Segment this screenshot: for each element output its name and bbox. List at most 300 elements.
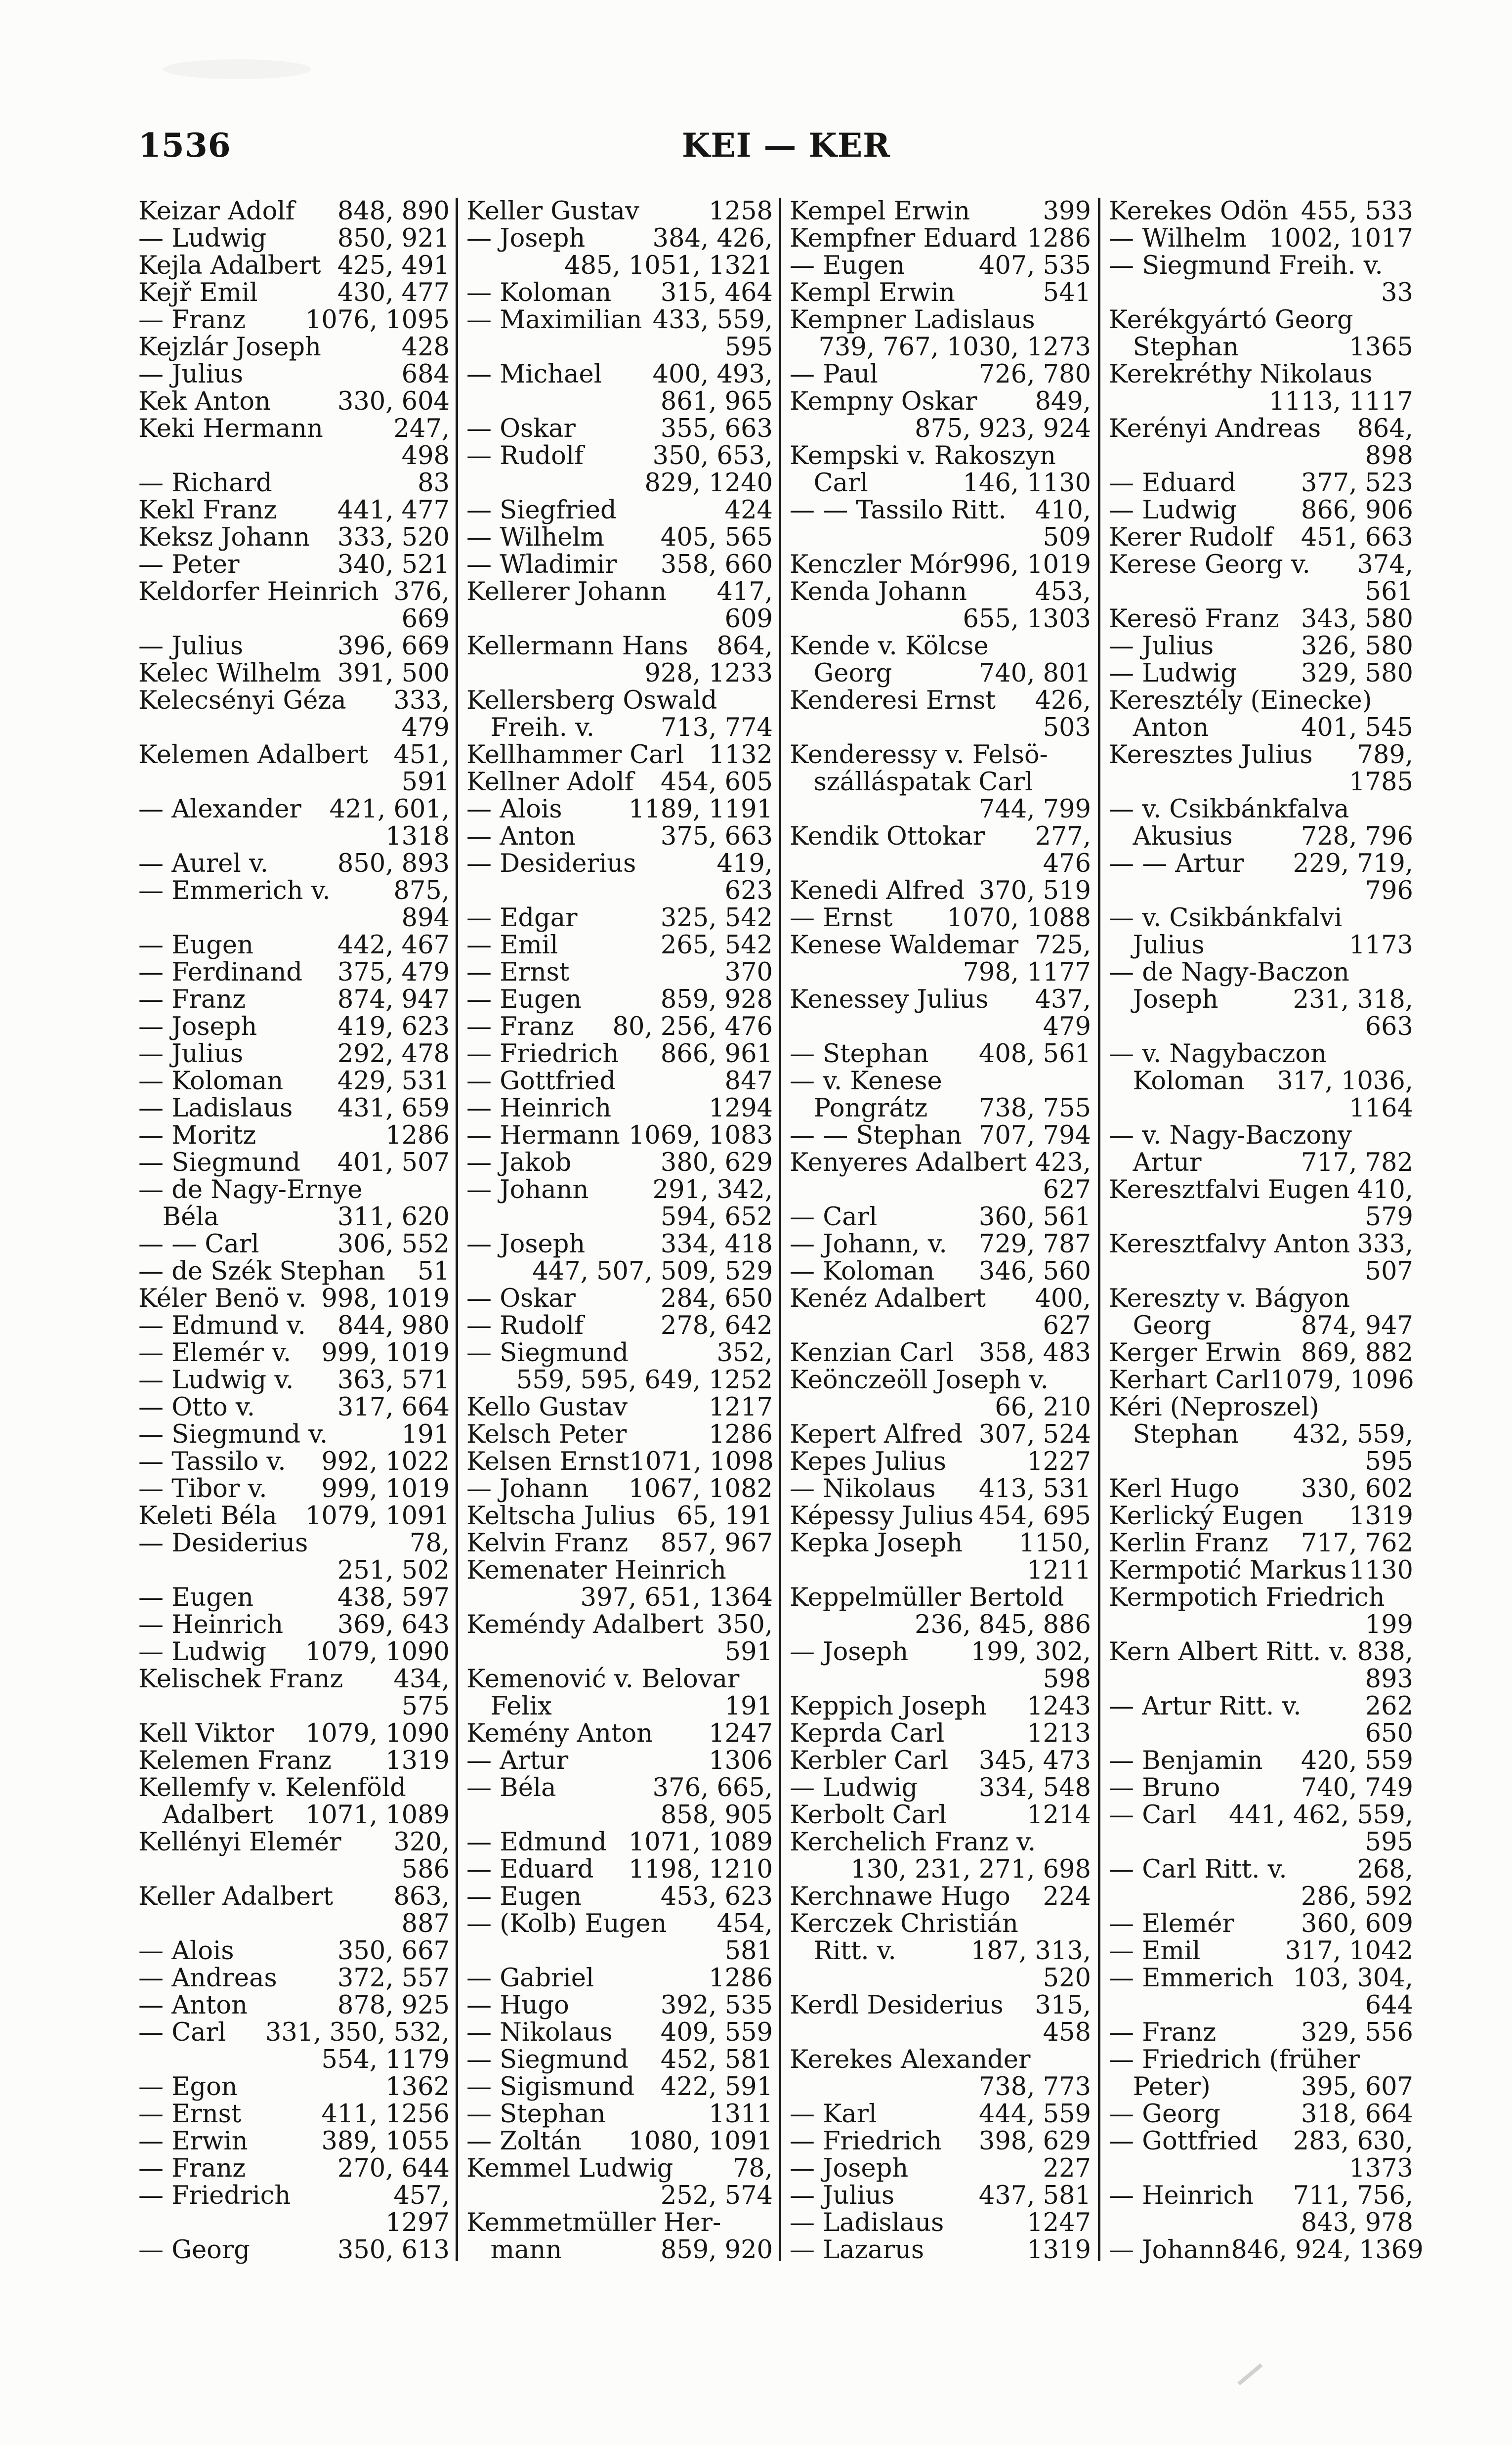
- entry-name: Kenedi Alfred: [790, 876, 965, 905]
- entry-name: Koloman: [1109, 1067, 1245, 1096]
- index-entry: [138, 198, 450, 225]
- entry-name: Artur: [1109, 1148, 1202, 1177]
- entry-pages: 350,: [716, 1610, 773, 1639]
- entry-name: — Friedrich (früher: [1109, 2045, 1360, 2074]
- entry-name: — Joseph: [790, 2154, 909, 2183]
- index-entry: [1109, 551, 1413, 578]
- entry-name: Kelec Wilhelm: [138, 659, 322, 688]
- index-entry: [138, 1095, 450, 1122]
- entry-pages: 864,: [1357, 414, 1413, 443]
- entry-name: — Erwin: [138, 2127, 248, 2156]
- entry-pages: 251, 502: [337, 1556, 450, 1585]
- index-entry: [790, 1937, 1091, 1965]
- entry-name: — Carl: [138, 2018, 226, 2047]
- entry-pages: 559, 595, 649, 1252: [516, 1366, 773, 1395]
- index-entry: [1109, 1693, 1413, 1720]
- entry-pages: 410,: [1357, 1175, 1413, 1204]
- index-entry: [1109, 1557, 1413, 1584]
- entry-name: — Paul: [790, 360, 878, 389]
- entry-pages: 420, 559: [1301, 1746, 1413, 1775]
- index-entry: [466, 1693, 773, 1720]
- entry-name: Kelischek Franz: [138, 1665, 343, 1694]
- index-entry: [1109, 2155, 1413, 2182]
- index-entry: [466, 279, 773, 306]
- entry-name: — Anton: [466, 822, 576, 851]
- entry-pages: 1362: [385, 2072, 450, 2102]
- entry-name: — de Nagy-Baczon: [1109, 958, 1349, 987]
- entry-pages: 838,: [1357, 1637, 1413, 1667]
- entry-pages: 291, 342,: [652, 1175, 773, 1204]
- entry-pages: 268,: [1357, 1855, 1413, 1884]
- index-entry: [466, 986, 773, 1013]
- index-entry: [1109, 279, 1413, 306]
- entry-name: Ritt. v.: [790, 1936, 896, 1966]
- entry-pages: 1079, 1091: [305, 1502, 450, 1531]
- index-entry: [138, 714, 450, 741]
- entry-name: — v. Nagybaczon: [1109, 1039, 1327, 1069]
- column-rule: [1098, 198, 1100, 2261]
- index-entry: [466, 1068, 773, 1095]
- entry-pages: 581: [724, 1936, 773, 1966]
- index-entry: [466, 796, 773, 823]
- entry-pages: 627: [1043, 1311, 1091, 1340]
- entry-pages: 729, 787: [978, 1230, 1091, 1259]
- index-entry: [1109, 769, 1413, 796]
- entry-pages: 374,: [1357, 550, 1413, 579]
- index-entry: [790, 2046, 1091, 2073]
- entry-pages: 429, 531: [337, 1067, 450, 1096]
- entry-name: — Franz: [138, 985, 246, 1014]
- index-entry: [1109, 2019, 1413, 2046]
- entry-pages: 1214: [1027, 1801, 1091, 1830]
- entry-name: — Desiderius: [466, 849, 636, 878]
- entry-pages: 236, 845, 886: [915, 1610, 1091, 1639]
- entry-name: — v. Csikbánkfalvi: [1109, 903, 1343, 933]
- entry-pages: 33: [1381, 278, 1413, 307]
- entry-pages: 311, 620: [337, 1202, 450, 1232]
- entry-name: — Oskar: [466, 1284, 576, 1313]
- entry-name: — (Kolb) Eugen: [466, 1909, 667, 1938]
- entry-name: — Koloman: [790, 1257, 935, 1286]
- index-entry: [1109, 1856, 1413, 1883]
- index-entry: [790, 1965, 1091, 1992]
- entry-name: — Eugen: [138, 931, 253, 960]
- index-entry: [1109, 1394, 1413, 1421]
- entry-pages: 541: [1043, 278, 1091, 307]
- index-entry: [790, 1557, 1091, 1584]
- index-entry: [1109, 1231, 1413, 1258]
- index-entry: [466, 1448, 773, 1475]
- index-entry: [790, 1149, 1091, 1176]
- entry-name: Kellersberg Oswald: [466, 686, 717, 715]
- entry-name: — Eduard: [466, 1855, 594, 1884]
- entry-name: Kemenater Heinrich: [466, 1556, 726, 1585]
- entry-pages: 389, 1055: [321, 2127, 450, 2156]
- index-entry: [790, 1367, 1091, 1394]
- entry-name: — Elemér: [1109, 1909, 1234, 1938]
- entry-name: Kéri (Neproszel): [1109, 1393, 1319, 1422]
- entry-pages: 738, 755: [978, 1094, 1091, 1123]
- index-entry: [138, 1122, 450, 1149]
- entry-name: Carl: [790, 469, 868, 498]
- entry-pages: 595: [1365, 1447, 1413, 1476]
- index-entry: [138, 1367, 450, 1394]
- index-entry: [790, 1068, 1091, 1095]
- index-entry: [138, 1040, 450, 1068]
- entry-name: — Wilhelm: [466, 523, 605, 552]
- entry-name: — Otto v.: [138, 1393, 255, 1422]
- entry-name: — Heinrich: [1109, 2181, 1254, 2210]
- entry-name: Keltscha Julius: [466, 1502, 656, 1531]
- index-entry: [1109, 1013, 1413, 1040]
- index-entry: [790, 986, 1091, 1013]
- entry-pages: 377, 523: [1301, 469, 1413, 498]
- entry-name: — Emmerich v.: [138, 876, 331, 905]
- entry-pages: 451,: [393, 740, 450, 770]
- entry-name: — Franz: [466, 1012, 574, 1041]
- entry-name: — Franz: [1109, 2018, 1217, 2047]
- entry-pages: 350, 667: [337, 1936, 450, 1966]
- entry-pages: 864,: [716, 632, 773, 661]
- index-entry: [138, 1068, 450, 1095]
- index-entry: [138, 1611, 450, 1638]
- entry-name: Keresö Franz: [1109, 604, 1279, 634]
- index-entry: [1109, 714, 1413, 741]
- entry-name: Kerdl Desiderius: [790, 1991, 1004, 2020]
- entry-pages: 849,: [1035, 387, 1091, 416]
- entry-pages: 407, 535: [978, 251, 1091, 280]
- index-entry: [1109, 1339, 1413, 1367]
- entry-name: Kello Gustav: [466, 1393, 628, 1422]
- entry-pages: 419, 623: [337, 1012, 450, 1041]
- index-entry: [466, 1095, 773, 1122]
- index-entry: [466, 2101, 773, 2128]
- entry-name: Kerékgyártó Georg: [1109, 305, 1353, 335]
- entry-name: — Julius: [138, 632, 244, 661]
- index-entry: [138, 1638, 450, 1666]
- entry-name: — Georg: [138, 2235, 250, 2265]
- entry-name: — Emil: [1109, 1936, 1201, 1966]
- index-entry: [1109, 306, 1413, 334]
- index-entry: [1109, 1530, 1413, 1557]
- entry-name: — Eugen: [466, 1882, 582, 1911]
- index-entry: [466, 633, 773, 660]
- entry-pages: 447, 507, 509, 529: [532, 1257, 773, 1286]
- index-entry: [1109, 1802, 1413, 1829]
- index-entry: [466, 1856, 773, 1883]
- entry-name: Kemmetmüller Her-: [466, 2208, 721, 2237]
- index-entry: [790, 932, 1091, 959]
- entry-name: Kellner Adolf: [466, 768, 634, 797]
- entry-name: — Carl: [1109, 1801, 1197, 1830]
- entry-name: — Eugen: [790, 251, 905, 280]
- index-entry: [1109, 741, 1413, 769]
- entry-name: — Jakob: [466, 1148, 572, 1177]
- index-entry: [138, 551, 450, 578]
- column-rule: [779, 198, 781, 2261]
- index-entry: [138, 2101, 450, 2128]
- entry-pages: 438, 597: [337, 1583, 450, 1612]
- entry-name: — Elemér v.: [138, 1338, 292, 1368]
- entry-pages: 644: [1365, 1991, 1413, 2020]
- entry-pages: 1319: [1349, 1502, 1413, 1531]
- entry-name: — Ludwig: [138, 224, 267, 253]
- index-entry: [466, 904, 773, 932]
- entry-name: — Karl: [790, 2100, 877, 2129]
- entry-pages: 320,: [393, 1828, 450, 1857]
- entry-name: — Tibor v.: [138, 1474, 267, 1503]
- entry-name: Kempel Erwin: [790, 197, 970, 226]
- index-entry: [790, 1448, 1091, 1475]
- index-entry: [790, 605, 1091, 633]
- index-entry: [1109, 904, 1413, 932]
- index-entry: [466, 1611, 773, 1638]
- index-entry: [466, 660, 773, 687]
- entry-name: Keller Gustav: [466, 197, 639, 226]
- index-entry: [138, 1394, 450, 1421]
- entry-pages: 375, 479: [337, 958, 450, 987]
- entry-pages: 579: [1365, 1202, 1413, 1232]
- index-entry: [790, 1475, 1091, 1502]
- entry-pages: 894: [401, 903, 450, 933]
- index-entry: [1109, 2073, 1413, 2101]
- index-entry: [790, 687, 1091, 714]
- entry-name: Kempl Erwin: [790, 278, 955, 307]
- entry-name: Keönczeöll Joseph v.: [790, 1366, 1049, 1395]
- entry-name: — Siegfried: [466, 496, 617, 525]
- entry-pages: 360, 561: [978, 1202, 1091, 1232]
- entry-pages: 380, 629: [660, 1148, 773, 1177]
- index-entry: [138, 388, 450, 415]
- entry-name: Kerényi Andreas: [1109, 414, 1321, 443]
- entry-pages: 850, 921: [337, 224, 450, 253]
- entry-pages: 725,: [1035, 931, 1091, 960]
- index-entry: [1109, 633, 1413, 660]
- index-entry: [1109, 605, 1413, 633]
- index-entry: [466, 198, 773, 225]
- index-entry: [466, 1203, 773, 1231]
- index-entry: [138, 1312, 450, 1339]
- entry-name: Kerbolt Carl: [790, 1801, 947, 1830]
- index-entry: [1109, 2128, 1413, 2155]
- entry-pages: 829, 1240: [644, 469, 773, 498]
- entry-name: — Gabriel: [466, 1964, 594, 1993]
- index-entry: [466, 1829, 773, 1856]
- index-entry: [1109, 442, 1413, 470]
- index-entry: [466, 687, 773, 714]
- entry-pages: 627: [1043, 1175, 1091, 1204]
- index-entry: [138, 2209, 450, 2236]
- entry-pages: 444, 559: [978, 2100, 1091, 2129]
- index-entry: [1109, 1774, 1413, 1802]
- index-entry: [466, 361, 773, 388]
- index-entry: [790, 1203, 1091, 1231]
- index-entry: [466, 769, 773, 796]
- index-entry: [790, 850, 1091, 877]
- index-entry: [1109, 198, 1413, 225]
- index-entry: [1109, 1584, 1413, 1611]
- entry-pages: 454,: [716, 1909, 773, 1938]
- entry-name: — Desiderius: [138, 1529, 308, 1558]
- index-entry: [138, 2046, 450, 2073]
- entry-pages: 859, 928: [660, 985, 773, 1014]
- entry-pages: 848, 890: [337, 197, 450, 226]
- entry-name: Kerger Erwin: [1109, 1338, 1282, 1368]
- index-entry: [138, 1421, 450, 1448]
- entry-name: Keresztfalvi Eugen: [1109, 1175, 1350, 1204]
- index-entry: [1109, 2209, 1413, 2236]
- index-entry: [790, 1339, 1091, 1367]
- entry-pages: 858, 905: [660, 1801, 773, 1830]
- entry-pages: 739, 767, 1030, 1273: [818, 333, 1091, 362]
- entry-pages: 717, 762: [1301, 1529, 1413, 1558]
- entry-name: — Egon: [138, 2072, 238, 2102]
- entry-name: — Ernst: [466, 958, 570, 987]
- index-entry: [466, 741, 773, 769]
- entry-name: Kelecsényi Géza: [138, 686, 346, 715]
- entry-name: Kempski v. Rakoszyn: [790, 441, 1056, 471]
- index-entry: [138, 823, 450, 850]
- index-entry: [1109, 415, 1413, 442]
- index-entry: [138, 1856, 450, 1883]
- entry-name: — Franz: [138, 2154, 246, 2183]
- index-entry: [1109, 687, 1413, 714]
- entry-name: — Alois: [138, 1936, 234, 1966]
- entry-pages: 1164: [1349, 1094, 1413, 1123]
- entry-pages: 370: [724, 958, 773, 987]
- index-entry: [1109, 1883, 1413, 1910]
- entry-pages: 878, 925: [337, 1991, 450, 2020]
- index-entry: [466, 2073, 773, 2101]
- entry-name: — Alexander: [138, 795, 301, 824]
- entry-name: Kejla Adalbert: [138, 251, 321, 280]
- entry-name: Keméndy Adalbert: [466, 1610, 704, 1639]
- entry-pages: 363, 571: [337, 1366, 450, 1395]
- entry-pages: 554, 1179: [321, 2045, 450, 2074]
- index-entry: [790, 1122, 1091, 1149]
- entry-pages: 187, 313,: [970, 1936, 1091, 1966]
- entry-pages: 1319: [1027, 2235, 1091, 2265]
- index-entry: [1109, 850, 1413, 877]
- index-entry: [1109, 1040, 1413, 1068]
- entry-name: Keppich Joseph: [790, 1692, 987, 1721]
- index-entry: [790, 959, 1091, 986]
- entry-pages: 1243: [1027, 1692, 1091, 1721]
- index-entry: [1109, 2235, 1424, 2265]
- entry-name: Kenéz Adalbert: [790, 1284, 986, 1313]
- index-entry: [138, 660, 450, 687]
- entry-pages: 843, 978: [1301, 2208, 1413, 2237]
- index-entry: [466, 442, 773, 470]
- entry-name: — Ladislaus: [138, 1094, 293, 1123]
- entry-pages: 1306: [709, 1746, 773, 1775]
- entry-pages: 334, 418: [660, 1230, 773, 1259]
- entry-name: Kekl Franz: [138, 496, 277, 525]
- entry-name: Kelemen Franz: [138, 1746, 332, 1775]
- entry-pages: 392, 535: [660, 1991, 773, 2020]
- entry-name: — Oskar: [466, 414, 576, 443]
- entry-pages: 1227: [1027, 1447, 1091, 1476]
- index-entry: [466, 1231, 773, 1258]
- index-entry: [1109, 877, 1413, 904]
- index-entry: [466, 1666, 773, 1693]
- entry-pages: 796: [1365, 876, 1413, 905]
- entry-name: Keprda Carl: [790, 1719, 945, 1748]
- entry-pages: 317, 664: [337, 1393, 450, 1422]
- index-entry: [790, 1883, 1091, 1910]
- index-entry: [466, 225, 773, 252]
- entry-pages: 726, 780: [978, 360, 1091, 389]
- entry-pages: 728, 796: [1301, 822, 1413, 851]
- index-entry: [466, 1720, 773, 1747]
- index-entry: [1109, 1367, 1413, 1394]
- index-entry: [1109, 334, 1413, 361]
- entry-pages: 1173: [1349, 931, 1413, 960]
- entry-pages: 740, 749: [1301, 1773, 1413, 1802]
- entry-pages: 1297: [385, 2208, 450, 2237]
- index-entry: [790, 1802, 1091, 1829]
- entry-name: Béla: [138, 1202, 219, 1232]
- entry-name: — Edgar: [466, 903, 578, 933]
- entry-pages: 262: [1365, 1692, 1413, 1721]
- entry-name: — Johann: [466, 1474, 589, 1503]
- entry-pages: 928, 1233: [644, 659, 773, 688]
- index-entry: [138, 361, 450, 388]
- entry-pages: 451, 663: [1301, 523, 1413, 552]
- entry-pages: 441, 462, 559,: [1228, 1801, 1413, 1830]
- entry-pages: 999, 1019: [321, 1338, 450, 1368]
- index-entry: [790, 1040, 1091, 1068]
- entry-pages: 66, 210: [995, 1393, 1091, 1422]
- entry-pages: 401, 507: [337, 1148, 450, 1177]
- entry-pages: 51: [418, 1257, 450, 1286]
- entry-pages: 331, 350, 532,: [265, 2018, 450, 2047]
- entry-name: — Siegmund Freih. v.: [1109, 251, 1383, 280]
- index-entry: [138, 1666, 450, 1693]
- entry-name: — Heinrich: [466, 1094, 612, 1123]
- index-entry: [790, 769, 1091, 796]
- index-entry: [1109, 225, 1413, 252]
- entry-pages: 265, 542: [660, 931, 773, 960]
- entry-pages: 798, 1177: [963, 958, 1091, 987]
- entry-name: — Gottfried: [466, 1067, 616, 1096]
- entry-pages: 1079, 1090: [305, 1719, 450, 1748]
- entry-pages: 503: [1043, 713, 1091, 742]
- entry-pages: 409, 559: [660, 2018, 773, 2047]
- entry-name: Peter): [1109, 2072, 1211, 2102]
- column-rule: [456, 198, 458, 2261]
- index-entry: [138, 1339, 450, 1367]
- entry-pages: 1002, 1017: [1268, 224, 1413, 253]
- index-entry: [1109, 1720, 1413, 1747]
- index-entry: [138, 1149, 450, 1176]
- index-entry: [1109, 388, 1413, 415]
- entry-name: — Hermann: [466, 1121, 620, 1150]
- entry-pages: 992, 1022: [321, 1447, 450, 1476]
- entry-name: Kermpotić Markus: [1109, 1556, 1347, 1585]
- entry-name: — Johann: [1109, 2235, 1231, 2265]
- index-entry: [138, 1883, 450, 1910]
- index-entry: [790, 1231, 1091, 1258]
- entry-pages: 509: [1043, 523, 1091, 552]
- entry-pages: 591: [401, 768, 450, 797]
- entry-name: — Aurel v.: [138, 849, 268, 878]
- index-entry: [1109, 470, 1413, 497]
- entry-pages: 650: [1365, 1719, 1413, 1748]
- entry-name: Kerese Georg v.: [1109, 550, 1310, 579]
- entry-name: Kenzian Carl: [790, 1338, 954, 1368]
- entry-name: — de Szék Stephan: [138, 1257, 385, 1286]
